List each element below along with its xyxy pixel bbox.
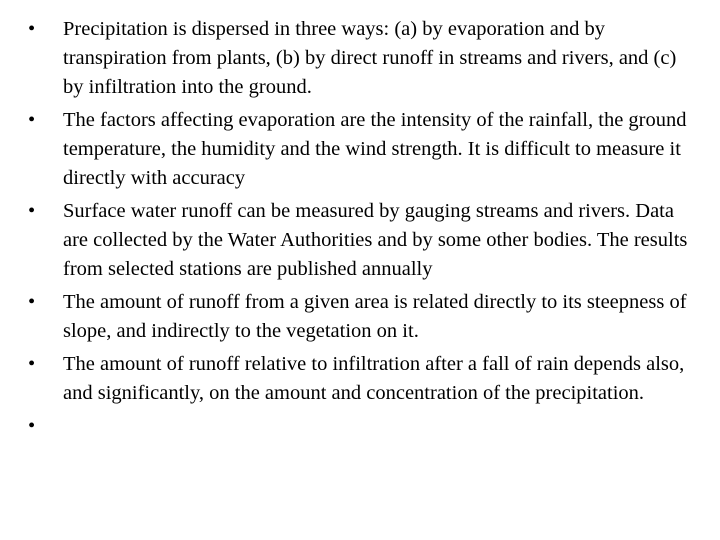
bullet-marker: • <box>28 18 36 40</box>
bullet-item <box>28 412 700 441</box>
bullet-marker: • <box>28 353 36 375</box>
bullet-marker: • <box>28 200 36 222</box>
bullet-item <box>28 288 700 346</box>
bullet-marker: • <box>28 109 36 131</box>
bullet-text: The factors affecting evaporation are the intensity of the rainfall, the ground temperature, the humidity and the wind strength. It is difficult to measure it directly with accuracy <box>63 109 687 189</box>
bullet-text <box>63 412 700 441</box>
bullet-text: Precipitation is dispersed in three ways: (a) by evaporation and by transpiration from plants, (b) by direct runoff in streams and rivers, and (c) by infiltration into the ground. <box>63 18 677 98</box>
bullet-item <box>28 15 700 102</box>
bullet-item <box>28 350 700 408</box>
bullet-list <box>28 15 700 445</box>
bullet-text: Surface water runoff can be measured by gauging streams and rivers. Data are collected by the Water Authorities and by some other bodies. The results from selected stations are published annually <box>63 200 688 280</box>
bullet-text: The amount of runoff from a given area is related directly to its steepness of slope, and indirectly to the vegetation on it. <box>63 291 687 342</box>
bullet-marker: • <box>28 291 36 313</box>
bullet-item <box>28 106 700 193</box>
bullet-marker: • <box>28 415 36 437</box>
bullet-item <box>28 197 700 284</box>
bullet-text: The amount of runoff relative to infiltration after a fall of rain depends also, and significantly, on the amount and concentration of the precipitation. <box>63 353 685 404</box>
